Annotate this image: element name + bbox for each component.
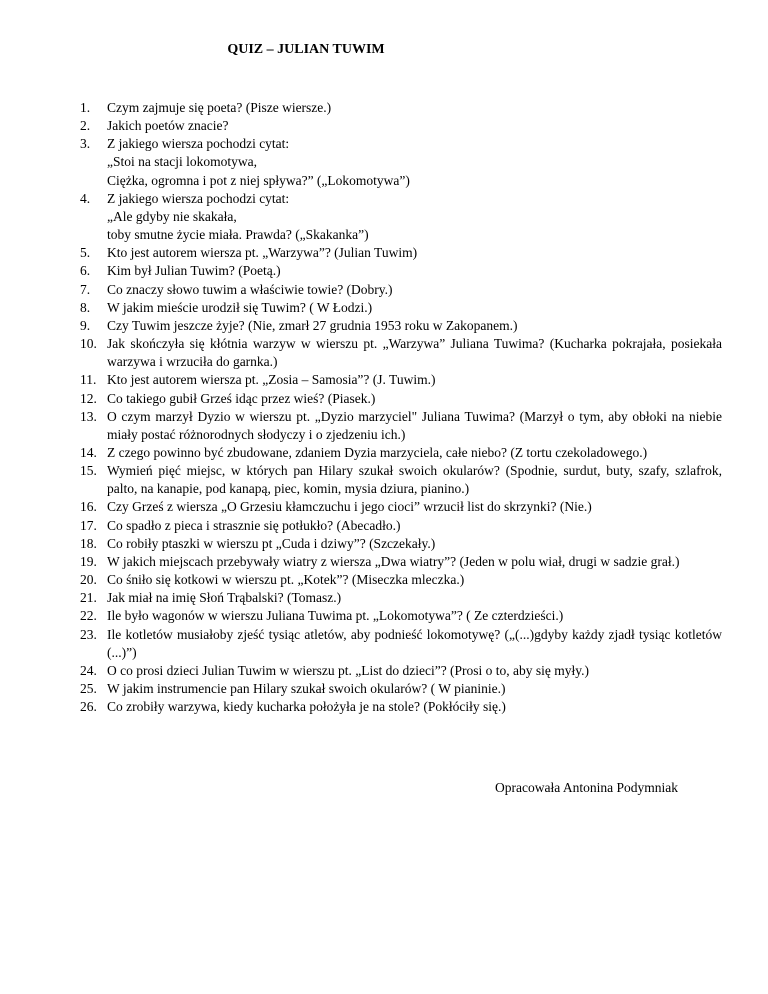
question-number: 18. (80, 535, 97, 551)
question-line: „Stoi na stacji lokomotywa, (107, 154, 257, 170)
question-item (80, 408, 722, 444)
question-text: Jak miał na imię Słoń Trąbalski? (Tomasz.) (107, 590, 342, 606)
question-number: 16. (80, 499, 97, 515)
question-item (80, 607, 722, 625)
author-signature: Opracowała Antonina Podymniak (495, 780, 678, 795)
question-number: 25. (80, 681, 97, 696)
question-text: Jakich poetów znacie? (107, 118, 229, 134)
question-text: W jakim mieście urodził się Tuwim? ( W Łodzi.) (107, 299, 373, 315)
question-text: Co zrobiły warzywa, kiedy kucharka położyła je na stole? (Pokłóciły się.) (107, 699, 506, 715)
question-text: Ile kotletów musiałoby zjeść tysiąc atletów, aby podnieść lokomotywę? („(...)gdyby każdy zjadł tysiąc kotletów (...)”) (107, 626, 722, 660)
question-item (80, 444, 722, 462)
question-text: Co takiego gubił Grześ idąc przez wieś? (Piasek.) (107, 390, 376, 406)
question-number: 21. (80, 590, 97, 606)
question-item (80, 190, 722, 244)
question-number: 24. (80, 662, 97, 678)
question-text: Ile było wagonów w wierszu Juliana Tuwima pt. „Lokomotywa”? ( Ze czterdzieści.) (107, 608, 564, 624)
question-text: Co spadło z pieca i strasznie się potłukło? (Abecadło.) (107, 517, 401, 533)
question-text: Kim był Julian Tuwim? (Poetą.) (107, 263, 281, 279)
question-text: Z czego powinno być zbudowane, zdaniem Dyzia marzyciela, całe niebo? (Z tortu czekoladowego.) (107, 444, 648, 460)
question-number: 19. (80, 553, 97, 569)
question-line: Ciężka, ogromna i pot z niej spływa?” („Lokomotywa”) (107, 172, 410, 188)
question-number: 13. (80, 408, 97, 424)
page-title: QUIZ – JULIAN TUWIM (227, 42, 385, 57)
question-item (80, 244, 722, 262)
question-item (80, 317, 722, 335)
question-number: 4. (80, 190, 91, 206)
question-text: Czy Tuwim jeszcze żyje? (Nie, zmarł 27 grudnia 1953 roku w Zakopanem.) (107, 317, 518, 333)
question-number: 3. (80, 136, 91, 152)
question-line: Z jakiego wiersza pochodzi cytat: (107, 136, 290, 152)
question-number: 7. (80, 281, 91, 297)
question-item (80, 135, 722, 189)
question-item (80, 117, 722, 135)
question-text: Co śniło się kotkowi w wierszu pt. „Kotek”? (Miseczka mleczka.) (107, 572, 465, 588)
question-text: Wymień pięć miejsc, w których pan Hilary szukał swoich okularów? (Spodnie, surdut, buty, szafy, szlafrok, palto, na kanapie, pod kanapą, piec, komin, mysia dziura, pianino.) (107, 463, 722, 497)
question-text: Czy Grześ z wiersza „O Grzesiu kłamczuchu i jego cioci” wrzucił list do skrzynki? (Nie.) (107, 499, 592, 515)
question-number: 20. (80, 572, 97, 588)
question-item (80, 517, 722, 535)
question-number: 23. (80, 626, 97, 642)
question-item (80, 390, 722, 408)
question-text: Czym zajmuje się poeta? (Pisze wiersze.) (107, 100, 332, 115)
question-item (80, 553, 722, 571)
question-item (80, 462, 722, 498)
question-item (80, 662, 722, 680)
question-number: 15. (80, 463, 97, 479)
question-line: toby smutne życie miała. Prawda? („Skakanka”) (107, 227, 369, 243)
question-number: 17. (80, 517, 97, 533)
question-number: 6. (80, 263, 91, 279)
question-number: 22. (80, 608, 97, 624)
question-number: 11. (80, 372, 97, 388)
question-number: 8. (80, 299, 91, 315)
question-item (80, 626, 722, 662)
question-line: „Ale gdyby nie skakała, (107, 208, 237, 224)
question-number: 2. (80, 118, 91, 134)
question-item (80, 571, 722, 589)
question-text: Kto jest autorem wiersza pt. „Zosia – Samosia”? (J. Tuwim.) (107, 372, 436, 388)
question-number: 5. (80, 245, 91, 261)
question-item (80, 99, 722, 117)
question-text: W jakim instrumencie pan Hilary szukał swoich okularów? ( W pianinie.) (107, 681, 506, 696)
question-text: Jak skończyła się kłótnia warzyw w wierszu pt. „Warzywa” Juliana Tuwima? (Kucharka pokrajała, posiekała warzywa i wrzuciła do garnka.) (107, 336, 722, 370)
question-text: Co robiły ptaszki w wierszu pt „Cuda i dziwy”? (Szczekały.) (107, 535, 436, 551)
question-text: O czym marzył Dyzio w wierszu pt. „Dyzio marzyciel" Juliana Tuwima? (Marzył o tym, aby obłoki na niebie miały postać różnorodnych słodyczy i o zjedzeniu ich.) (107, 408, 722, 442)
question-number: 14. (80, 444, 97, 460)
question-list (80, 99, 722, 716)
question-item (80, 262, 722, 280)
question-number: 10. (80, 336, 97, 352)
question-number: 26. (80, 699, 97, 715)
question-item (80, 535, 722, 553)
question-text: Co znaczy słowo tuwim a właściwie towie? (Dobry.) (107, 281, 393, 297)
question-item (80, 589, 722, 607)
question-number: 12. (80, 390, 97, 406)
question-number: 1. (80, 100, 91, 115)
question-text: Kto jest autorem wiersza pt. „Warzywa”? (Julian Tuwim) (107, 245, 418, 261)
question-item (80, 371, 722, 389)
question-item (80, 299, 722, 317)
question-item (80, 680, 722, 698)
question-line: Z jakiego wiersza pochodzi cytat: (107, 190, 290, 206)
question-item (80, 498, 722, 516)
question-item (80, 698, 722, 716)
question-number: 9. (80, 317, 91, 333)
question-item (80, 281, 722, 299)
question-item (80, 335, 722, 371)
question-text: O co prosi dzieci Julian Tuwim w wierszu pt. „List do dzieci”? (Prosi o to, aby się myły.) (107, 662, 590, 678)
question-text: W jakich miejscach przebywały wiatry z wiersza „Dwa wiatry”? (Jeden w polu wiał, drugi w sadzie grał.) (107, 553, 680, 569)
